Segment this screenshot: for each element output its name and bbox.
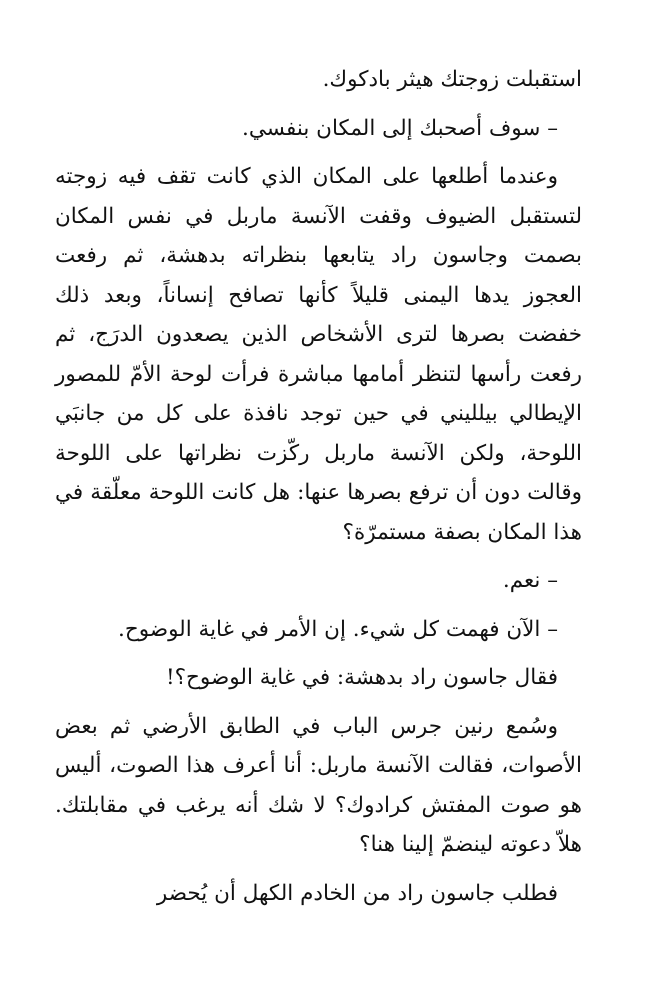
paragraph: – الآن فهمت كل شيء. إن الأمر في غاية الوضوح. <box>118 616 558 642</box>
paragraph: وسُمع رنين جرس الباب في الطابق الأرضي ثم بعض الأصوات، فقالت الآنسة ماربل: أنا أعرف هذا الصوت، أليس هو صوت المفتش كرادوك؟ لا شك أنه يرغب في مقابلتك. هلاّ دعوته لينضمّ إلينا هنا؟ <box>55 713 582 857</box>
paragraph: – نعم. <box>502 568 558 593</box>
paragraph: فقال جاسون راد بدهشة: في غاية الوضوح؟! <box>166 665 558 690</box>
paragraph: – سوف أصحبك إلى المكان بنفسي. <box>242 115 558 141</box>
book-page <box>55 60 582 922</box>
paragraph: وعندما أطلعها على المكان الذي كانت تقف فيه زوجته لتستقبل الضيوف وقفت الآنسة ماربل في نفس المكان بصمت وجاسون راد يتابعها بنظراته بدهشة، ثم رفعت العجوز يدها اليمنى قليلاً كأنها تصافح إنساناً، وبعد ذلك خفضت بصرها لترى الأشخاص الذين يصعدون الدرَج، ثم رفعت رأسها لتنظر أمامها مباشرة فرأت لوحة الأمّ للمصور الإيطالي بيلليني في حين توجد نافذة على كل من جانبَي اللوحة، ولكن الآنسة ماربل ركّزت نظراتها على اللوحة وقالت دون أن ترفع بصرها عنها: هل كانت اللوحة معلّقة في هذا المكان بصفة مستمرّة؟ <box>55 164 582 545</box>
paragraph: استقبلت زوجتك هيثر بادكوك. <box>322 67 582 92</box>
paragraph: فطلب جاسون راد من الخادم الكهل أن يُحضر <box>156 880 558 906</box>
